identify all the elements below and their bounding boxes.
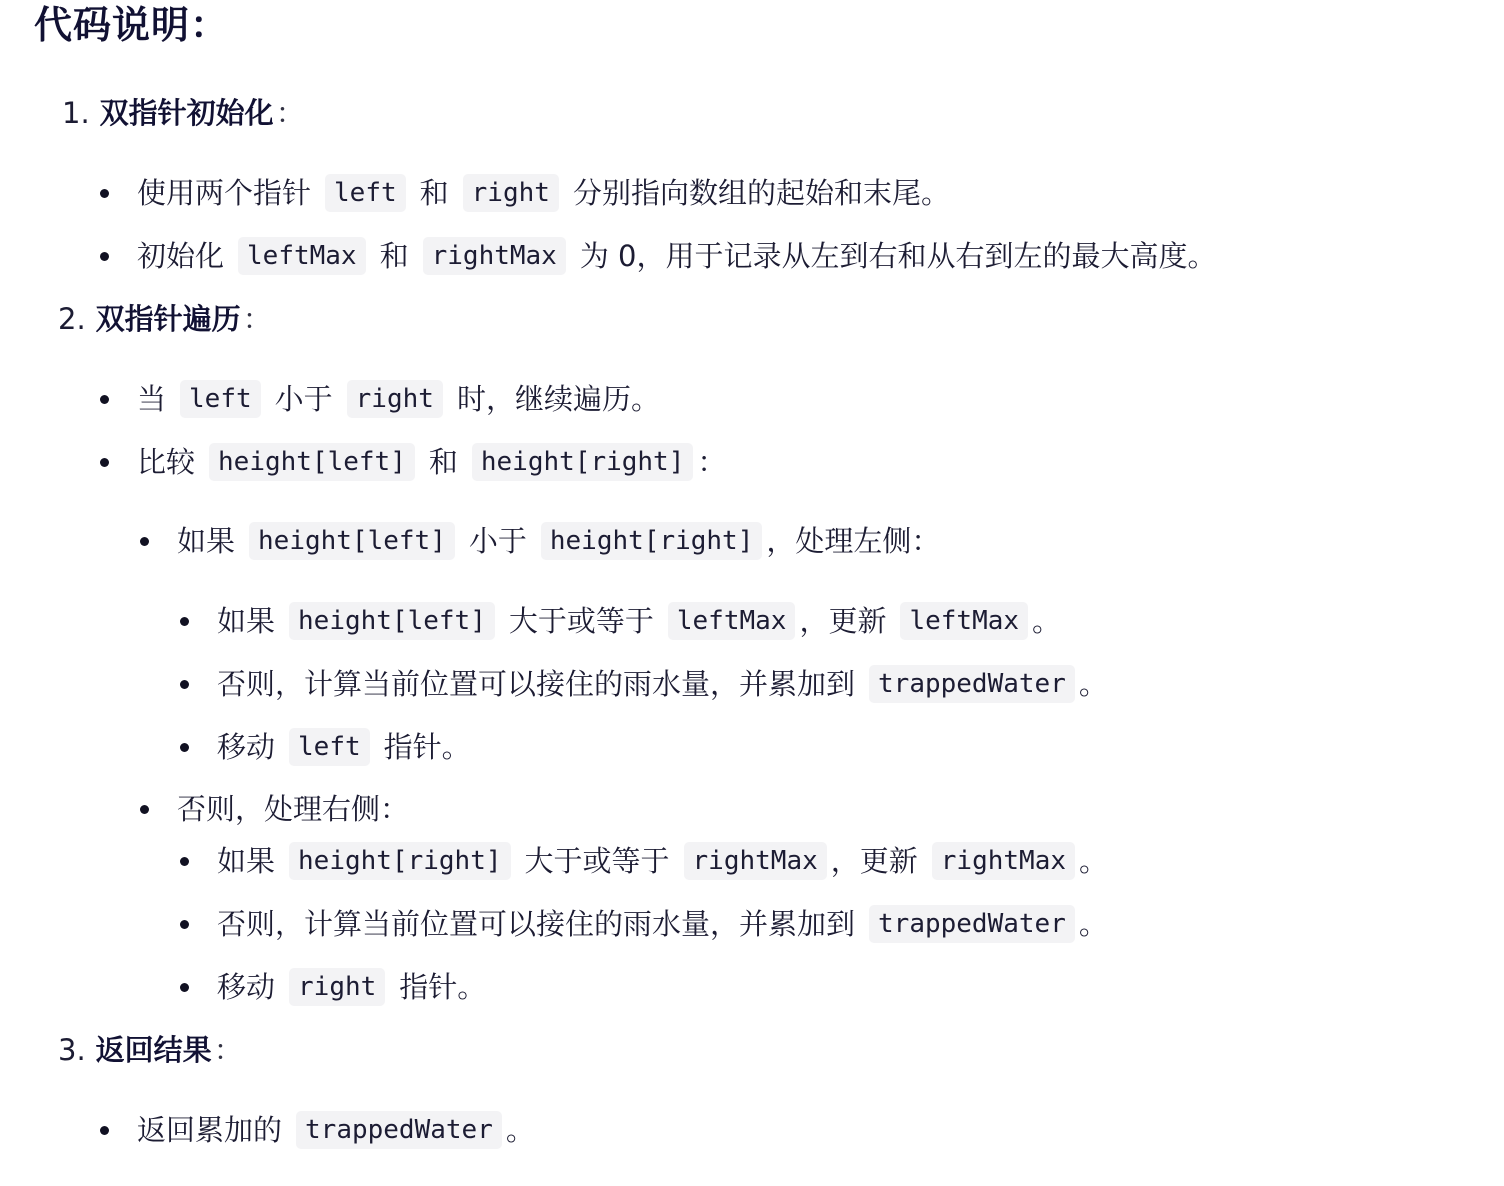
item-text: ，处理左侧： [766, 524, 941, 558]
step-title: 返回结果 [95, 1033, 212, 1067]
sub-sub-list-item [180, 601, 1061, 641]
step-heading-2 [58, 299, 272, 339]
list-item [100, 173, 950, 213]
list-item [100, 1110, 535, 1150]
item-text: 指针。 [383, 730, 471, 764]
list-item [100, 442, 726, 482]
sub-list-item [140, 789, 409, 829]
bullet-icon [180, 617, 189, 626]
item-text: ： [697, 445, 727, 479]
sub-sub-list-item [180, 664, 1108, 704]
inline-code: height[right] [289, 842, 511, 880]
inline-code: rightMax [684, 842, 827, 880]
item-text: 为 0，用于记录从左到右和从右到左的最大高度。 [579, 239, 1217, 273]
item-text: 初始化 [137, 239, 225, 273]
item-text: 和 [379, 239, 409, 273]
inline-code: trappedWater [869, 905, 1075, 943]
item-text: 和 [419, 176, 449, 210]
item-text: 当 [137, 382, 167, 416]
step-heading-1 [62, 93, 305, 133]
page-title: 代码说明： [34, 3, 230, 47]
bullet-icon [140, 805, 149, 814]
bullet-icon [180, 680, 189, 689]
inline-code: rightMax [932, 842, 1075, 880]
inline-code: leftMax [668, 602, 796, 640]
list-item [100, 379, 660, 419]
inline-code: left [325, 174, 406, 212]
item-text: 如果 [217, 844, 276, 878]
inline-code: right [463, 174, 559, 212]
item-text: 分别指向数组的起始和末尾。 [572, 176, 950, 210]
item-text: 如果 [217, 604, 276, 638]
inline-code: right [347, 380, 443, 418]
item-text: 小于 [274, 382, 333, 416]
step-colon: ： [275, 96, 305, 130]
step-number: 3. [58, 1033, 86, 1067]
bullet-icon [140, 537, 149, 546]
item-text: 返回累加的 [137, 1113, 283, 1147]
sub-sub-list-item [180, 904, 1108, 944]
item-text: 和 [428, 445, 458, 479]
sub-list-item [140, 521, 940, 561]
bullet-icon [100, 458, 109, 467]
item-text: 否则，计算当前位置可以接住的雨水量，并累加到 [217, 667, 856, 701]
item-text: 。 [1078, 907, 1108, 941]
item-text: ，更新 [830, 844, 918, 878]
item-text: ，更新 [799, 604, 887, 638]
inline-code: trappedWater [296, 1111, 502, 1149]
step-colon: ： [242, 302, 272, 336]
sub-sub-list-item [180, 727, 471, 767]
bullet-icon [100, 395, 109, 404]
item-text: 否则，处理右侧： [177, 792, 410, 826]
inline-code: height[left] [289, 602, 495, 640]
step-title: 双指针初始化 [99, 96, 274, 130]
inline-code: height[right] [472, 443, 694, 481]
bullet-icon [180, 857, 189, 866]
step-title: 双指针遍历 [95, 302, 241, 336]
item-text: 指针。 [399, 970, 487, 1004]
inline-code: left [180, 380, 261, 418]
inline-code: height[left] [209, 443, 415, 481]
inline-code: height[left] [249, 522, 455, 560]
item-text: 大于或等于 [508, 604, 654, 638]
inline-code: leftMax [238, 237, 366, 275]
item-text: 。 [1032, 604, 1062, 638]
inline-code: rightMax [423, 237, 566, 275]
step-number: 2. [58, 302, 86, 336]
inline-code: leftMax [900, 602, 1028, 640]
step-heading-3 [58, 1030, 243, 1070]
item-text: 小于 [468, 524, 527, 558]
item-text: 时，继续遍历。 [456, 382, 660, 416]
item-text: 移动 [217, 730, 276, 764]
item-text: 。 [1079, 844, 1109, 878]
item-text: 大于或等于 [524, 844, 670, 878]
item-text: 移动 [217, 970, 276, 1004]
list-item [100, 236, 1217, 276]
inline-code: left [289, 728, 370, 766]
inline-code: height[right] [541, 522, 763, 560]
bullet-icon [100, 1126, 109, 1135]
inline-code: right [289, 968, 385, 1006]
inline-code: trappedWater [869, 665, 1075, 703]
bullet-icon [180, 983, 189, 992]
item-text: 使用两个指针 [137, 176, 312, 210]
bullet-icon [180, 920, 189, 929]
step-colon: ： [213, 1033, 243, 1067]
item-text: 比较 [137, 445, 196, 479]
sub-sub-list-item [180, 841, 1108, 881]
step-number: 1. [62, 96, 90, 130]
sub-sub-list-item [180, 967, 486, 1007]
item-text: 。 [505, 1113, 535, 1147]
bullet-icon [180, 743, 189, 752]
item-text: 如果 [177, 524, 236, 558]
bullet-icon [100, 252, 109, 261]
bullet-icon [100, 189, 109, 198]
item-text: 。 [1078, 667, 1108, 701]
item-text: 否则，计算当前位置可以接住的雨水量，并累加到 [217, 907, 856, 941]
